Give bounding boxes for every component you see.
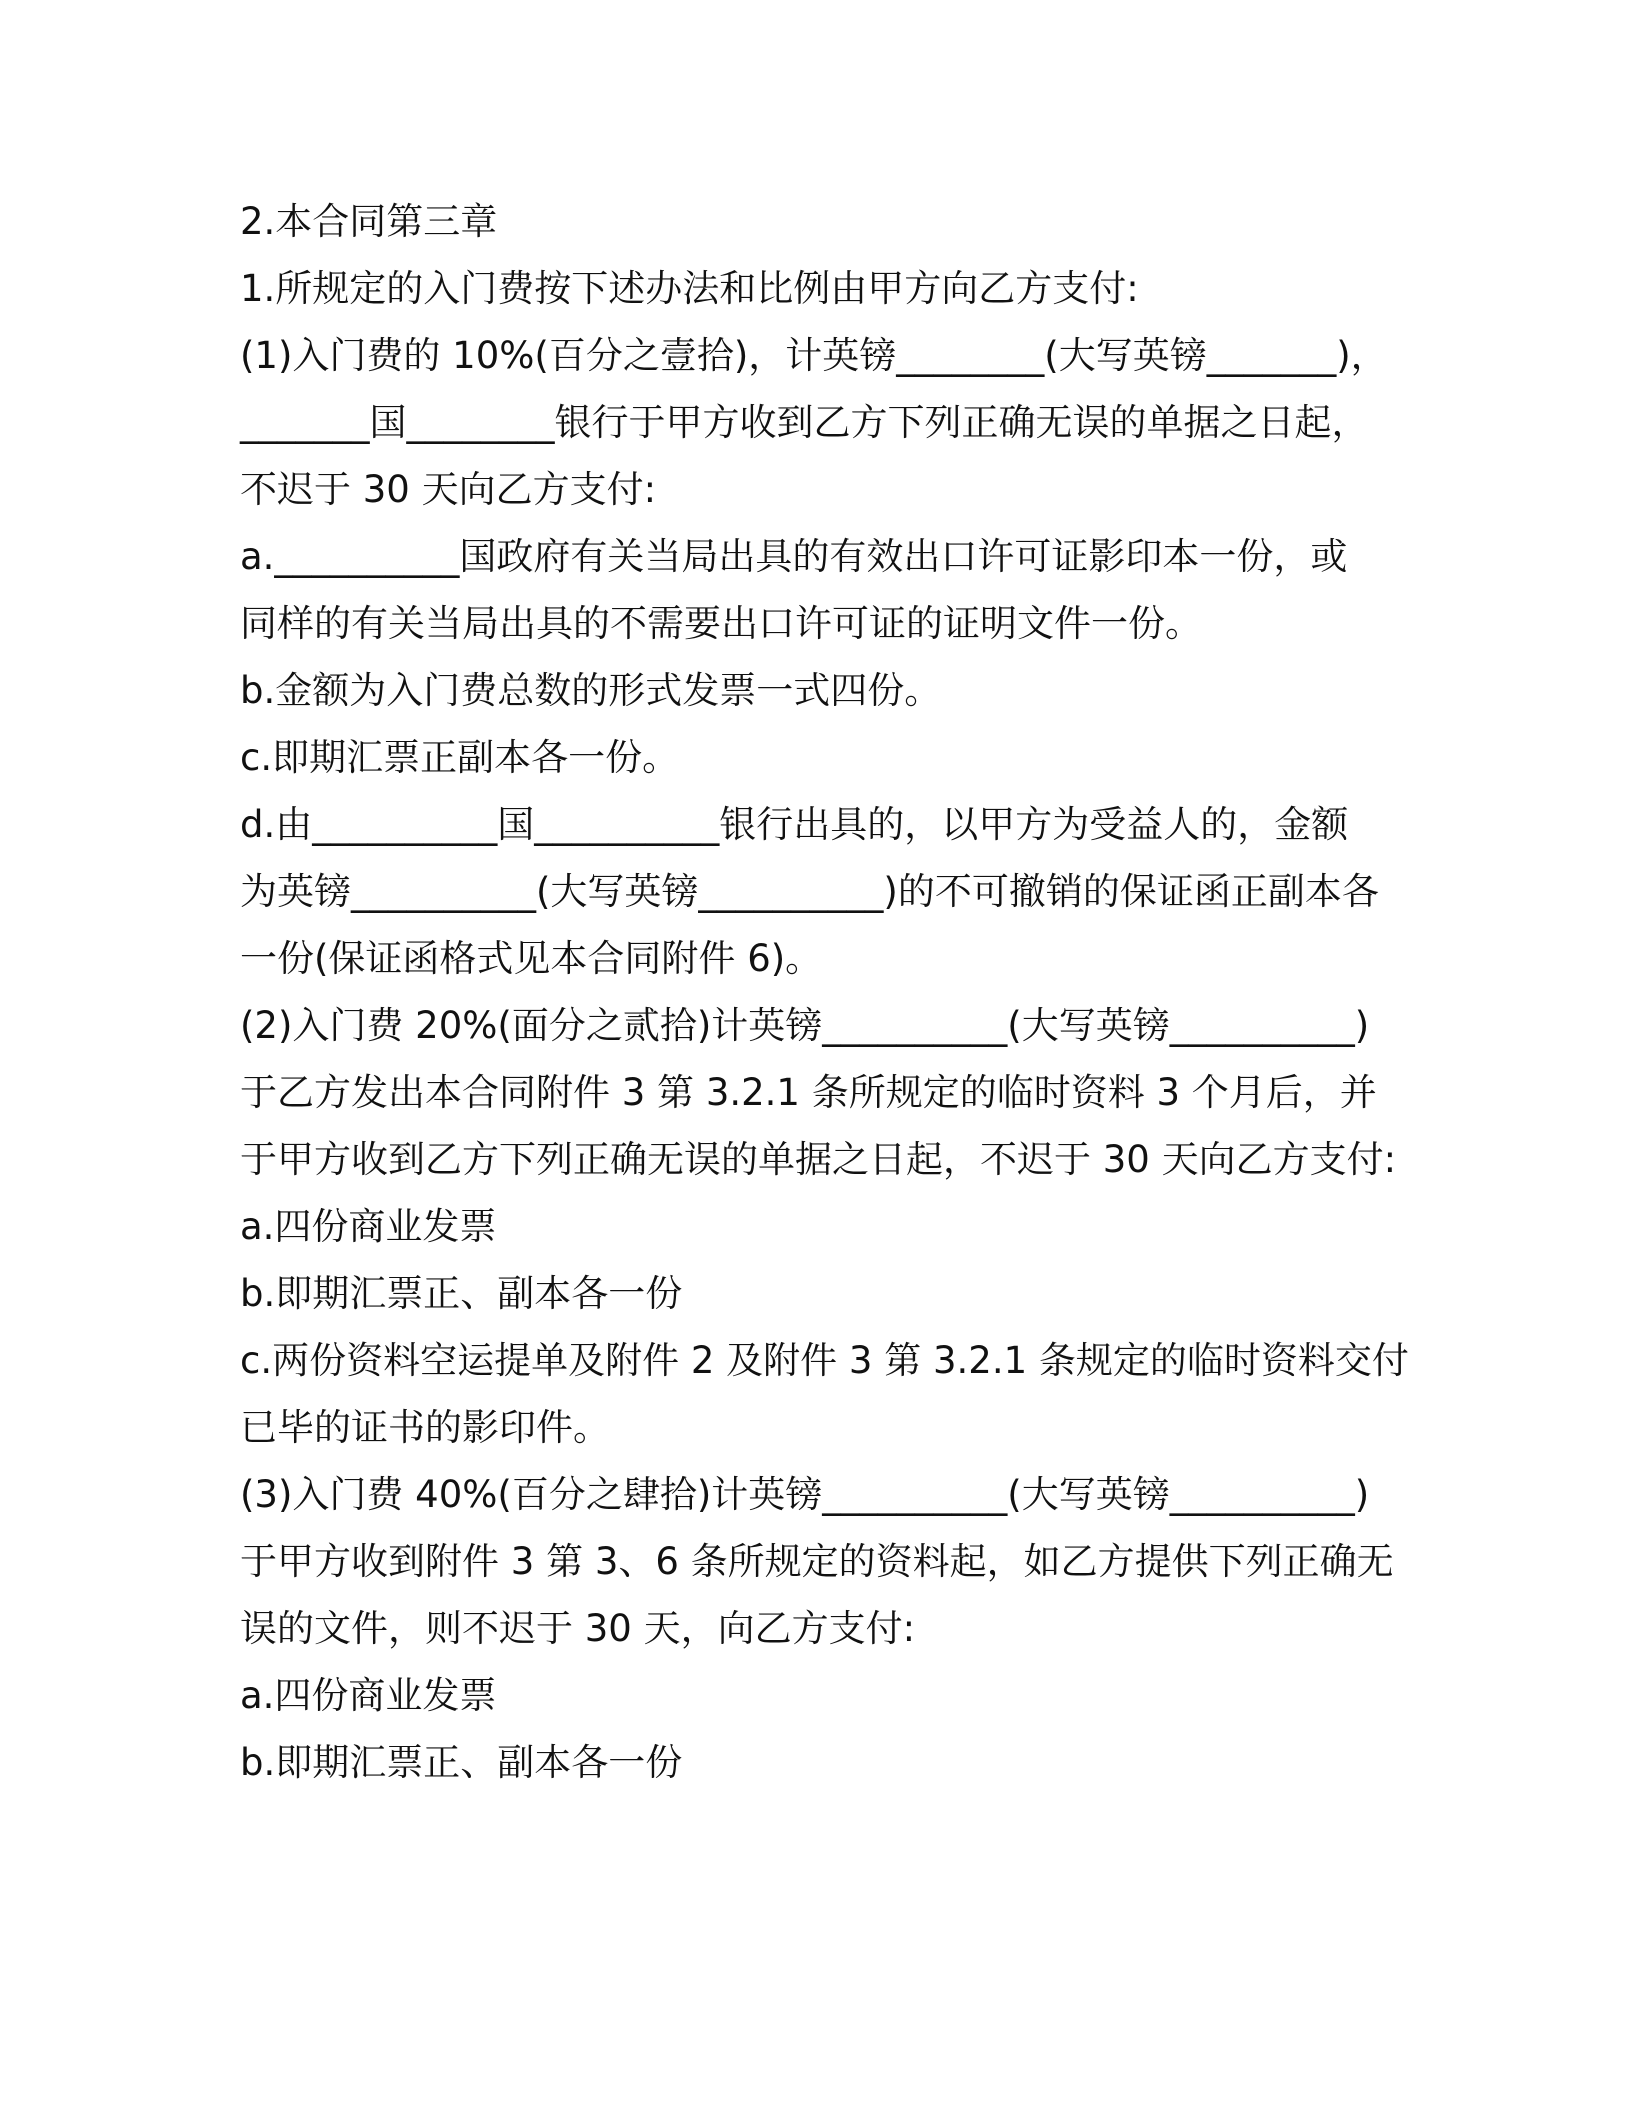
- payment-3-item-a: a.四份商业发票: [240, 1674, 497, 1717]
- payment-2-line-3: 于甲方收到乙方下列正确无误的单据之日起，不迟于 30 天向乙方支付:: [240, 1138, 1397, 1181]
- payment-3-line-3: 误的文件，则不迟于 30 天，向乙方支付:: [240, 1607, 916, 1650]
- payment-1-item-d-line-3: 一份(保证函格式见本合同附件 6)。: [240, 937, 823, 980]
- payment-2-item-c-line-2: 已毕的证书的影印件。: [240, 1406, 610, 1449]
- payment-1-item-a-line-1: a.__________国政府有关当局出具的有效出口许可证影印本一份，或: [240, 535, 1348, 578]
- payment-2-item-a: a.四份商业发票: [240, 1205, 497, 1248]
- payment-1-item-d-line-1: d.由__________国__________银行出具的，以甲方为受益人的，金额: [240, 803, 1349, 846]
- payment-3-line-1: (3)入门费 40%(百分之肆拾)计英镑__________(大写英镑__________): [240, 1473, 1370, 1516]
- document-body: [240, 188, 1420, 1796]
- payment-2-line-1: (2)入门费 20%(面分之贰拾)计英镑__________(大写英镑__________): [240, 1004, 1370, 1047]
- chapter-heading: 2.本合同第三章: [240, 200, 498, 243]
- payment-1-item-b: b.金额为入门费总数的形式发票一式四份。: [240, 669, 942, 712]
- payment-1-line-2: _______国________银行于甲方收到乙方下列正确无误的单据之日起，: [240, 401, 1369, 444]
- payment-1-item-d-line-2: 为英镑__________(大写英镑__________)的不可撤销的保证函正副本各: [240, 870, 1379, 913]
- payment-1-line-3: 不迟于 30 天向乙方支付:: [240, 468, 657, 511]
- payment-2-line-2: 于乙方发出本合同附件 3 第 3.2.1 条所规定的临时资料 3 个月后，并: [240, 1071, 1377, 1114]
- payment-3-line-2: 于甲方收到附件 3 第 3、6 条所规定的资料起，如乙方提供下列正确无: [240, 1540, 1394, 1583]
- payment-2-item-c-line-1: c.两份资料空运提单及附件 2 及附件 3 第 3.2.1 条规定的临时资料交付: [240, 1339, 1409, 1382]
- payment-1-item-a-line-2: 同样的有关当局出具的不需要出口许可证的证明文件一份。: [240, 602, 1202, 645]
- clause-intro: 1.所规定的入门费按下述办法和比例由甲方向乙方支付:: [240, 267, 1139, 310]
- payment-1-item-c: c.即期汇票正副本各一份。: [240, 736, 680, 779]
- payment-2-item-b: b.即期汇票正、副本各一份: [240, 1272, 683, 1315]
- payment-1-line-1: (1)入门费的 10%(百分之壹拾)，计英镑________(大写英镑_______)，: [240, 334, 1388, 377]
- payment-3-item-b: b.即期汇票正、副本各一份: [240, 1741, 683, 1784]
